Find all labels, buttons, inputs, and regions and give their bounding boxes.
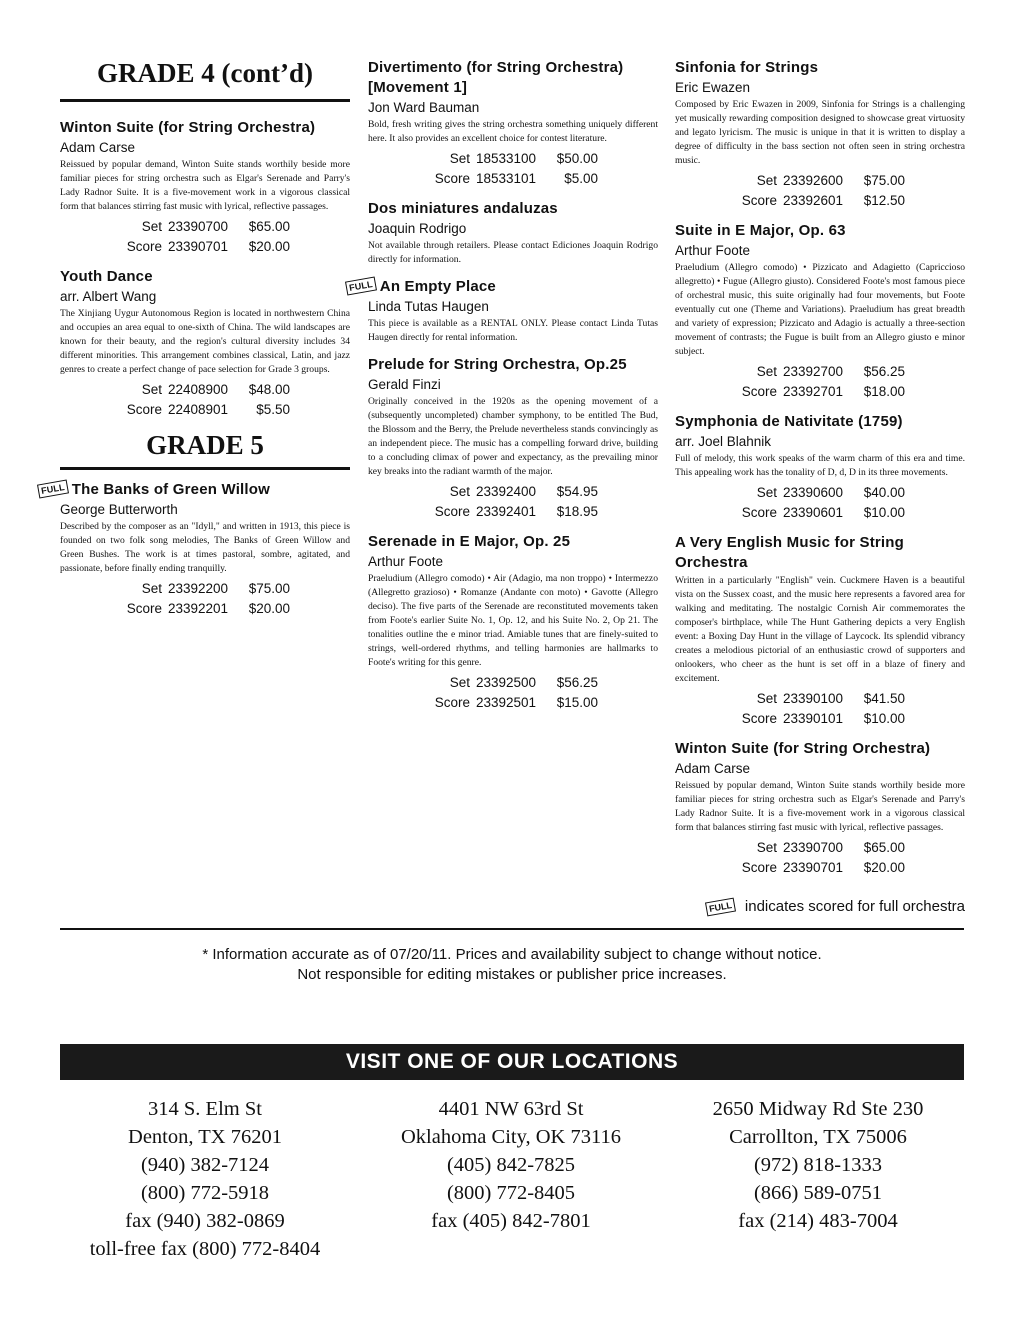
price: $12.50 (863, 193, 905, 208)
location-city: Denton, TX 76201 (128, 1126, 282, 1148)
set-price-row (368, 149, 658, 169)
set-price-row (675, 689, 965, 709)
catalog-number: 22408900 (168, 382, 229, 397)
price: $5.50 (256, 402, 290, 417)
price-label: Score (126, 601, 162, 616)
set-price-row (368, 673, 658, 693)
catalog-number: 23392401 (476, 504, 537, 519)
price-label: Set (141, 382, 162, 397)
price: $41.50 (863, 691, 905, 706)
item-title: The Banks of Green Willow (71, 481, 271, 498)
item-title: Winton Suite (for String Orchestra) (675, 740, 931, 757)
catalog-number: 23392200 (168, 581, 229, 596)
location-oklahoma-city (361, 1095, 661, 1235)
locations-heading: VISIT ONE OF OUR LOCATIONS (60, 1044, 964, 1080)
disclaimer-line: Not responsible for editing mistakes or publisher price increases. (297, 966, 727, 983)
item-composer: Eric Ewazen (675, 80, 751, 95)
column-2 (348, 58, 658, 723)
catalog-number: 23390700 (168, 219, 229, 234)
catalog-item (675, 58, 965, 211)
score-price-row (675, 503, 965, 523)
price: $5.00 (564, 171, 598, 186)
catalog-number: 23390701 (168, 239, 229, 254)
price: $65.00 (863, 840, 905, 855)
score-price-row (675, 709, 965, 729)
location-phone: (800) 772-5918 (140, 1182, 270, 1204)
catalog-number: 23392501 (476, 695, 537, 710)
catalog-number: 23390601 (783, 505, 844, 520)
catalog-item (40, 480, 350, 619)
price-label: Score (434, 695, 470, 710)
location-phone: (800) 772-8405 (446, 1182, 576, 1204)
score-price-row (675, 858, 965, 878)
price-label: Score (741, 193, 777, 208)
price: $54.95 (556, 484, 598, 499)
location-fax: fax (214) 483-7004 (738, 1210, 898, 1232)
score-price-row (60, 400, 350, 420)
item-description: The Xinjiang Uygur Autonomous Region is located in northwestern China and occupies an area equal to one-sixth of China. The wild landscapes are known for their beauty, and the region's cultural diversity includes 34 different minorities. This arrangement combines classical, Latin, and jazz genres to create a perfect change of pace selection for Grade 3 groups. (60, 308, 350, 375)
price: $40.00 (863, 485, 905, 500)
score-price-row (60, 599, 350, 619)
price: $20.00 (248, 239, 290, 254)
set-price-row (60, 217, 350, 237)
item-title: Prelude for String Orchestra, Op.25 (368, 356, 627, 373)
location-fax: fax (940) 382-0869 (125, 1210, 285, 1232)
item-composer: Arthur Foote (675, 243, 751, 258)
price: $15.00 (556, 695, 598, 710)
price-label: Set (756, 173, 777, 188)
full-orchestra-badge: FULL (705, 897, 736, 916)
price: $75.00 (248, 581, 290, 596)
catalog-item (675, 221, 965, 402)
item-composer: arr. Joel Blahnik (675, 434, 772, 449)
catalog-number: 23392500 (476, 675, 537, 690)
item-description: Written in a particularly "English" vein. Cuckmere Haven is a beautiful vista on the Sussex coast, and the music here represents a favored area for walking and meditating. The nostalgic Cornish Air commemorates the composer's birthplace, while The Hunt Gathering depicts a very English event: a Boxing Day Hunt in the village of Laycock. Its splendid vibrancy creates a melodious pictorial of an enthusiastic crowd of supporters and onlookers, who cheer as the hunt is set off in a blaze of finery and excitement. (675, 575, 965, 684)
item-composer: Joaquin Rodrigo (368, 221, 467, 236)
score-price-row (675, 382, 965, 402)
price-block (675, 689, 965, 729)
item-title: Dos miniatures andaluzas (368, 200, 558, 217)
price-label: Score (741, 505, 777, 520)
catalog-number: 23390600 (783, 485, 844, 500)
catalog-item (348, 277, 658, 345)
set-price-row (675, 362, 965, 382)
price-block (368, 482, 658, 522)
item-description: Not available through retailers. Please contact Ediciones Joaquin Rodrigo directly for information. (368, 240, 658, 265)
set-price-row (675, 171, 965, 191)
price-block (368, 673, 658, 713)
item-title: Youth Dance (60, 268, 153, 285)
disclaimer-note (60, 945, 964, 985)
location-phone: (940) 382-7124 (140, 1154, 270, 1176)
catalog-item (368, 199, 658, 267)
price-label: Score (126, 402, 162, 417)
item-title: Divertimento (for String Orchestra) [Movement 1] (368, 59, 624, 96)
price-label: Set (756, 840, 777, 855)
set-price-row (60, 380, 350, 400)
price-label: Score (434, 504, 470, 519)
price-label: Set (449, 675, 470, 690)
item-description: Reissued by popular demand, Winton Suite stands worthily beside more familiar pieces for string orchestra such as Elgar's Serenade and Parry's Lady Radnor Suite. It is a five-movement work in a vigorous classical form that balances stirring fast music with lyrical, reflective passages. (60, 159, 350, 212)
disclaimer-line: * Information accurate as of 07/20/11. Prices and availability subject to change without notice. (202, 946, 822, 963)
score-price-row (675, 191, 965, 211)
price: $50.00 (556, 151, 598, 166)
price-label: Set (449, 484, 470, 499)
set-price-row (60, 579, 350, 599)
item-description: Originally conceived in the 1920s as the opening movement of a (subsequently uncompleted) chamber symphony, to be entitled The Bud, the Blossom and the Berry, the Prelude nevertheless stands convincingly as an independent piece. The music has a compelling forward drive, building to a concluding climax of power and expectancy, as the prevailing minor key breaks into the radiant warmth of the major. (368, 396, 658, 477)
item-title: Sinfonia for Strings (675, 59, 819, 76)
item-description: Full of melody, this work speaks of the warm charm of this era and time. This appealing work has the tonality of D, d, D in its three movements. (675, 453, 965, 478)
item-description: Praeludium (Allegro comodo) • Pizzicato and Adagietto (Capriccioso allegretto) • Fugue (Allegro giusto). Considered Foote's most famous piece of orchestral music, this suite originally had four movements, but Foote eventually cut one (Theme and Variations). Praeludium has great breadth and variety of expression; Pizzicato and Adagio is actually a three-section movement of contrasts; the Fugue is built from an Allegro giusto e minor subject. (675, 262, 965, 357)
price: $18.95 (556, 504, 598, 519)
item-title-row (348, 277, 658, 297)
location-phone: (866) 589-0751 (753, 1182, 883, 1204)
grade-heading: GRADE 4 (cont’d) (60, 58, 350, 102)
price: $20.00 (863, 860, 905, 875)
location-carrollton (668, 1095, 968, 1235)
price-block (368, 149, 658, 189)
catalog-number: 23392600 (783, 173, 844, 188)
price: $75.00 (863, 173, 905, 188)
item-composer: Adam Carse (675, 761, 751, 776)
catalog-number: 18533101 (476, 171, 537, 186)
price-block (675, 171, 965, 211)
full-orchestra-legend (675, 898, 965, 915)
item-title: Serenade in E Major, Op. 25 (368, 533, 571, 550)
catalog-item (60, 267, 350, 420)
catalog-number: 23392400 (476, 484, 537, 499)
price: $48.00 (248, 382, 290, 397)
location-street: 2650 Midway Rd Ste 230 (712, 1098, 924, 1120)
legend-text: indicates scored for full orchestra (744, 898, 965, 915)
price-label: Score (126, 239, 162, 254)
item-title: Symphonia de Nativitate (1759) (675, 413, 903, 430)
catalog-number: 23392701 (783, 384, 844, 399)
catalog-number: 18533100 (476, 151, 537, 166)
full-orchestra-badge: FULL (37, 480, 69, 499)
item-title: An Empty Place (379, 278, 496, 295)
price-block (60, 579, 350, 619)
location-street: 314 S. Elm St (148, 1098, 262, 1120)
price: $10.00 (863, 711, 905, 726)
catalog-item (368, 532, 658, 713)
item-composer: George Butterworth (60, 502, 178, 517)
set-price-row (675, 838, 965, 858)
item-composer: Adam Carse (60, 140, 136, 155)
column-1 (40, 58, 350, 629)
catalog-number: 23390700 (783, 840, 844, 855)
price-label: Score (741, 711, 777, 726)
item-title: Winton Suite (for String Orchestra) (60, 119, 316, 136)
location-city: Carrollton, TX 75006 (729, 1126, 907, 1148)
catalog-number: 22408901 (168, 402, 229, 417)
location-city: Oklahoma City, OK 73116 (401, 1126, 621, 1148)
set-price-row (675, 483, 965, 503)
catalog-number: 23390101 (783, 711, 844, 726)
price: $20.00 (248, 601, 290, 616)
full-orchestra-badge: FULL (345, 277, 377, 296)
price-label: Set (756, 364, 777, 379)
price-block (60, 217, 350, 257)
score-price-row (368, 169, 658, 189)
item-description: Reissued by popular demand, Winton Suite stands worthily beside more familiar pieces for string orchestra such as Elgar's Serenade and Parry's Lady Radnor Suite. It is a five-movement work in a vigorous classical form that balances stirring fast music with lyrical, reflective passages. (675, 780, 965, 833)
item-description: Praeludium (Allegro comodo) • Air (Adagio, ma non troppo) • Intermezzo (Allegretto grazioso) • Romanze (Andante con moto) • Gavotte (Allegro deciso). The five parts of the Serenade are reconstituted movements taken from Foote's earlier Suite No. 1, Op. 12, and his Suite No. 2, Op 21. The tonalities outline the e minor triad. Amiable tunes that are finely-suited to strings, well-ordered rhythms, and telling harmonies are hallmarks to Foote's writing for this genre. (368, 573, 658, 668)
price: $56.25 (556, 675, 598, 690)
catalog-item (60, 118, 350, 257)
price: $65.00 (248, 219, 290, 234)
location-tollfree-fax: toll-free fax (800) 772-8404 (89, 1238, 321, 1260)
location-phone: (405) 842-7825 (446, 1154, 576, 1176)
catalog-number: 23392201 (168, 601, 229, 616)
price-label: Set (141, 581, 162, 596)
divider (60, 928, 964, 930)
item-description: Composed by Eric Ewazen in 2009, Sinfonia for Strings is a challenging yet musically rewarding composition designed to showcase great virtuosity and legato lyricism. The music is unique in that it is written to display a degree of difficulty in the bass section not often seen in string orchestra music. (675, 99, 965, 166)
catalog-item (368, 58, 658, 189)
location-fax: fax (405) 842-7801 (431, 1210, 591, 1232)
price: $56.25 (863, 364, 905, 379)
location-denton (55, 1095, 355, 1263)
catalog-number: 23390100 (783, 691, 844, 706)
price-label: Set (141, 219, 162, 234)
price: $18.00 (863, 384, 905, 399)
column-3 (675, 58, 965, 888)
price-label: Score (434, 171, 470, 186)
location-street: 4401 NW 63rd St (438, 1098, 584, 1120)
catalog-number: 23390701 (783, 860, 844, 875)
score-price-row (368, 502, 658, 522)
catalog-number: 23392700 (783, 364, 844, 379)
item-composer: Linda Tutas Haugen (368, 299, 489, 314)
catalog-item (675, 739, 965, 878)
location-phone: (972) 818-1333 (753, 1154, 883, 1176)
item-title-row (40, 480, 350, 500)
grade-heading: GRADE 5 (60, 430, 350, 470)
item-title: Suite in E Major, Op. 63 (675, 222, 846, 239)
item-description: This piece is available as a RENTAL ONLY. Please contact Linda Tutas Haugen directly for rental information. (368, 318, 658, 343)
item-composer: Arthur Foote (368, 554, 444, 569)
score-price-row (60, 237, 350, 257)
set-price-row (368, 482, 658, 502)
price-block (675, 483, 965, 523)
price-label: Set (756, 691, 777, 706)
price-label: Score (741, 860, 777, 875)
price: $10.00 (863, 505, 905, 520)
price-block (675, 362, 965, 402)
item-description: Bold, fresh writing gives the string orchestra something uniquely different here. It also provides an excellent choice for contest literature. (368, 119, 658, 144)
score-price-row (368, 693, 658, 713)
item-description: Described by the composer as an "Idyll," and written in 1913, this piece is founded on two folk song melodies, The Banks of Green Willow and Green Bushes. The work is at times pastoral, sombre, agitated, and passionate, before finally ending tranquilly. (60, 521, 350, 574)
catalog-item (675, 533, 965, 729)
price-block (60, 380, 350, 420)
item-composer: Jon Ward Bauman (368, 100, 480, 115)
item-title: A Very English Music for String Orchestra (675, 534, 905, 571)
price-block (675, 838, 965, 878)
catalog-item (368, 355, 658, 522)
catalog-number: 23392601 (783, 193, 844, 208)
price-label: Score (741, 384, 777, 399)
price-label: Set (449, 151, 470, 166)
item-composer: arr. Albert Wang (60, 289, 157, 304)
item-composer: Gerald Finzi (368, 377, 441, 392)
price-label: Set (756, 485, 777, 500)
catalog-item (675, 412, 965, 523)
